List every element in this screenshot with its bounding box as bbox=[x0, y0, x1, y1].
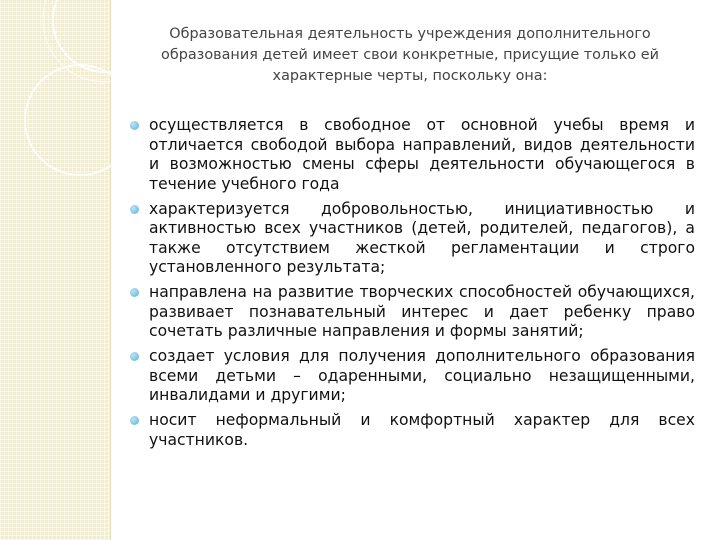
list-item-text: направлена на развитие творческих способностей обучающихся, развивает познавательный интерес и дает ребенку право сочетать различные направления и формы занятий; bbox=[149, 283, 695, 340]
list-item bbox=[130, 411, 695, 450]
round-bullet-icon bbox=[130, 288, 139, 297]
list-item-text: носит неформальный и комфортный характер для всех участников. bbox=[149, 411, 695, 449]
list-item bbox=[130, 283, 695, 342]
round-bullet-icon bbox=[130, 121, 139, 130]
list-item-text: осуществляется в свободное от основной учебы время и отличается свободой выбора направлений, видов деятельности и возможностью смены сферы деятельности обучающегося в течение учебного года bbox=[149, 116, 695, 193]
list-item bbox=[130, 200, 695, 278]
list-item bbox=[130, 347, 695, 406]
decorative-circles bbox=[0, 0, 130, 200]
list-item-text: создает условия для получения дополнительного образования всеми детьми – одаренными, социально незащищенными, инвалидами и другими; bbox=[149, 347, 695, 404]
list-item-text: характеризуется добровольностью, инициативностью и активностью всех участников (детей, родителей, педагогов), а также отсутствием жесткой регламентации и строго установленного результата; bbox=[149, 199, 695, 276]
bullet-list bbox=[130, 116, 695, 450]
round-bullet-icon bbox=[130, 205, 139, 214]
round-bullet-icon bbox=[130, 352, 139, 361]
slide-title: Образовательная деятельность учреждения дополнительного образования детей имеет свои конкретные, присущие только ей характерные черты, поскольку она: bbox=[161, 26, 659, 84]
round-bullet-icon bbox=[130, 416, 139, 425]
list-item bbox=[130, 116, 695, 194]
